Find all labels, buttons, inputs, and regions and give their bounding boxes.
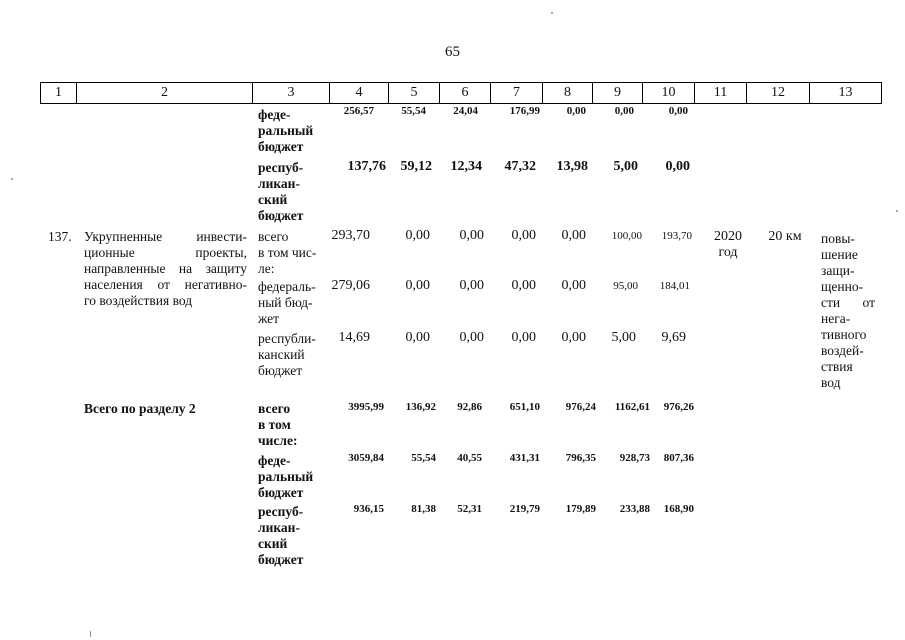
header-col-5: 5	[389, 83, 440, 103]
scan-speck	[551, 12, 553, 14]
table-row: 936,15 81,38 52,31 219,79 179,89 233,88 168,90	[353, 503, 694, 515]
table-row: 14,69 0,00 0,00 0,00 0,00 5,00 9,69	[338, 330, 686, 345]
header-col-8: 8	[543, 83, 593, 103]
header-col-12: 12	[747, 83, 810, 103]
header-col-9: 9	[593, 83, 643, 103]
header-col-6: 6	[440, 83, 491, 103]
row-label: всего в том чис- ле:	[258, 229, 317, 276]
scan-speck	[90, 631, 91, 637]
row-label: федераль- ный бюд- жет	[258, 279, 316, 326]
year: 2020 год	[714, 229, 742, 260]
header-col-2: 2	[77, 83, 253, 103]
section-total-title: Всего по разделу 2	[84, 401, 196, 416]
row-label: феде- ральный бюджет	[258, 107, 314, 154]
row-label: республи- канский бюджет	[258, 331, 316, 378]
header-col-11: 11	[695, 83, 747, 103]
table-row: 256,57 55,54 24,04 176,99 0,00 0,00 0,00	[343, 105, 688, 117]
header-col-13: 13	[838, 85, 853, 100]
row-label: респуб- ликан- ский бюджет	[258, 160, 304, 223]
scan-speck	[11, 178, 13, 180]
table-row: 3995,99 136,92 92,86 651,10 976,24 1162,61 976,26	[348, 401, 694, 413]
row-label: всего в том числе:	[258, 401, 298, 448]
row-label: респуб- ликан- ский бюджет	[258, 504, 304, 567]
header-col-10: 10	[643, 83, 695, 103]
table-row: 3059,84 55,54 40,55 431,31 796,35 928,73 807,36	[348, 452, 694, 464]
table-row: 279,06 0,00 0,00 0,00 0,00 95,00 184,01	[331, 278, 690, 293]
header-col-7: 7	[491, 83, 543, 103]
item-number: 137.	[48, 229, 72, 244]
header-col-4: 4	[330, 83, 389, 103]
header-col-1: 1	[41, 83, 77, 103]
table-row: 137,76 59,12 12,34 47,32 13,98 5,00 0,00	[347, 159, 690, 174]
page-number: 65	[445, 44, 460, 60]
table-header-row	[40, 82, 882, 104]
table-row: 293,70 0,00 0,00 0,00 0,00 100,00 193,70	[331, 228, 692, 243]
expected-result: повы- шение защи- щенно- сти от нега- тивного воздей- ствия вод	[821, 231, 875, 390]
scan-speck	[896, 210, 898, 212]
item-name: Укрупненные инвести- ционные проекты, направленные на защиту населения от негативно- го воздействия вод	[84, 229, 247, 308]
row-label: феде- ральный бюджет	[258, 453, 314, 500]
header-col-3: 3	[253, 83, 330, 103]
indicator: 20 км	[768, 229, 802, 244]
